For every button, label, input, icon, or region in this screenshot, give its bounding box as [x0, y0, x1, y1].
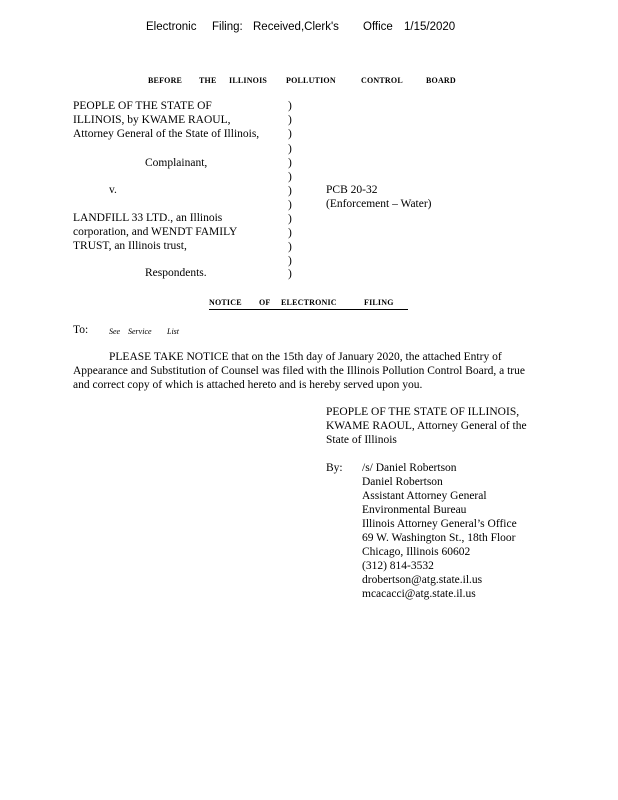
header-received: Received,Clerk's [253, 21, 339, 33]
caption-paren: ) [288, 157, 292, 169]
signature-line: Assistant Attorney General [362, 490, 487, 502]
caption-paren: ) [288, 128, 292, 140]
caption-paren: ) [288, 143, 292, 155]
caption-paren: ) [288, 114, 292, 126]
respondent-line: LANDFILL 33 LTD., an Illinois [73, 212, 223, 224]
to-value-word: List [167, 327, 180, 336]
notice-title-word: ELECTRONIC [281, 298, 337, 307]
respondent-label: Respondents. [145, 267, 207, 279]
by-label: By: [326, 462, 343, 474]
notice-title-word: OF [259, 298, 271, 307]
to-value-word: See [109, 327, 121, 336]
caption-paren: ) [288, 227, 292, 239]
signature-party-line: PEOPLE OF THE STATE OF ILLINOIS, [326, 406, 520, 418]
versus: v. [109, 184, 117, 196]
notice-title-word: NOTICE [209, 298, 242, 307]
header-office: Office [363, 21, 393, 33]
caption-paren: ) [288, 255, 292, 267]
respondent-line: corporation, and WENDT FAMILY [73, 226, 238, 238]
complainant-line: Attorney General of the State of Illinois, [73, 128, 260, 140]
notice-title-word: FILING [364, 298, 394, 307]
board-title-word: BOARD [426, 76, 456, 85]
to-value-word: Service [128, 327, 152, 336]
signature-line: (312) 814-3532 [362, 560, 434, 572]
board-title-word: ILLINOIS [229, 76, 268, 85]
signature-line: Chicago, Illinois 60602 [362, 546, 471, 558]
board-title-word: CONTROL [361, 76, 403, 85]
email-link[interactable]: drobertson@atg.state.il.us [362, 574, 483, 586]
notice-title-underline [209, 309, 408, 310]
caption-paren: ) [288, 213, 292, 225]
signature-line: 69 W. Washington St., 18th Floor [362, 532, 516, 544]
caption-paren: ) [288, 268, 292, 280]
complainant-line: ILLINOIS, by KWAME RAOUL, [73, 114, 231, 126]
board-title-word: BEFORE [148, 76, 183, 85]
caption-paren: ) [288, 199, 292, 211]
body-line: PLEASE TAKE NOTICE that on the 15th day of January 2020, the attached Entry of [109, 351, 502, 363]
caption-paren: ) [288, 241, 292, 253]
signature-party-line: KWAME RAOUL, Attorney General of the [326, 420, 527, 432]
caption-paren: ) [288, 185, 292, 197]
case-number: PCB 20-32 [326, 184, 378, 196]
complainant-line: PEOPLE OF THE STATE OF [73, 100, 212, 112]
email-link[interactable]: mcacacci@atg.state.il.us [362, 588, 476, 600]
body-line: and correct copy of which is attached hereto and is hereby served upon you. [73, 379, 423, 391]
header-filing: Filing: [212, 21, 243, 33]
to-label: To: [73, 324, 89, 336]
signature-line: Daniel Robertson [362, 476, 443, 488]
signature-line: Illinois Attorney General’s Office [362, 518, 517, 530]
caption-paren: ) [288, 100, 292, 112]
signature-line: Environmental Bureau [362, 504, 467, 516]
signature-line: /s/ Daniel Robertson [362, 462, 457, 474]
header-electronic: Electronic [146, 21, 197, 33]
board-title-word: THE [199, 76, 217, 85]
body-line: Appearance and Substitution of Counsel was filed with the Illinois Pollution Control Board, a true [73, 365, 525, 377]
caption-paren: ) [288, 171, 292, 183]
header-date: 1/15/2020 [404, 21, 456, 33]
case-type: (Enforcement – Water) [326, 198, 432, 210]
complainant-label: Complainant, [145, 157, 208, 169]
board-title-word: POLLUTION [286, 76, 336, 85]
respondent-line: TRUST, an Illinois trust, [73, 240, 187, 252]
signature-party-line: State of Illinois [326, 434, 397, 446]
